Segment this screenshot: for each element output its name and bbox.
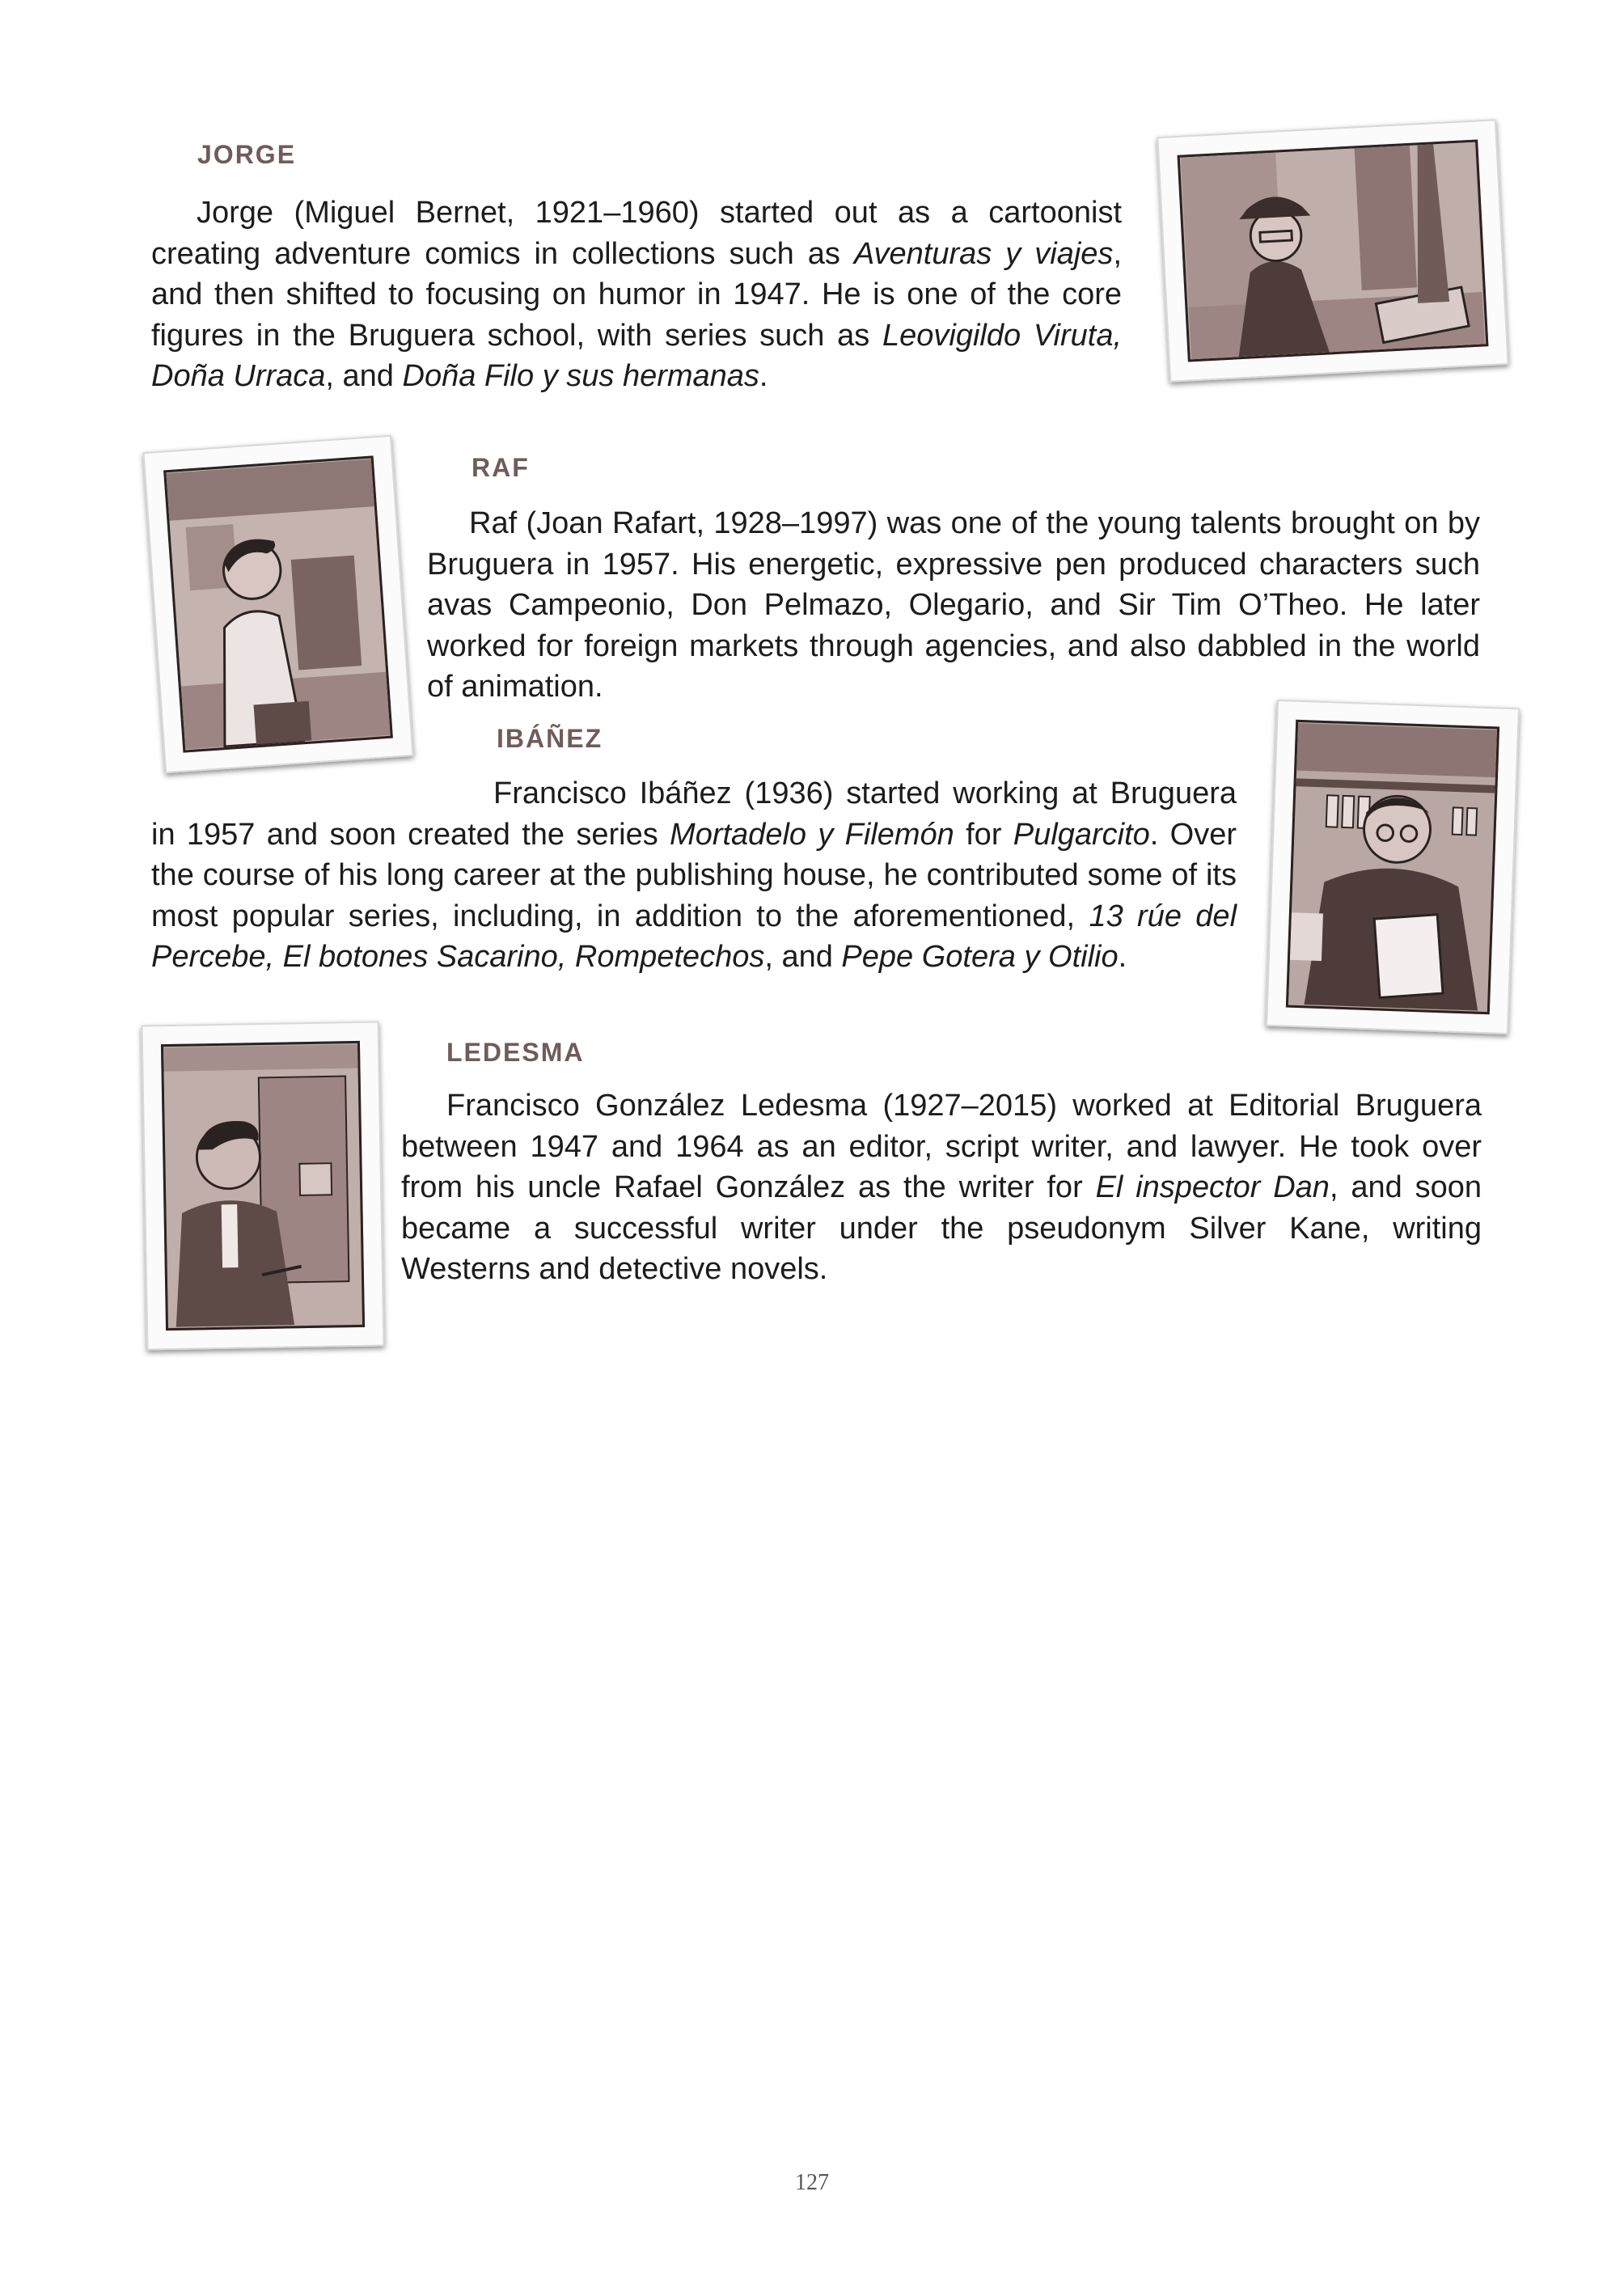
page-number: 127 bbox=[795, 2170, 829, 2195]
italic-title: Leovigildo Viruta, Doña Urraca bbox=[151, 318, 1123, 393]
illustration-ledesma bbox=[161, 1041, 365, 1331]
paragraph-jorge bbox=[151, 192, 1122, 397]
paragraph-ledesma bbox=[401, 1085, 1482, 1290]
text-run: , and soon became a successful writer under the pseudonym Silver Kane, writing Westerns and detective novels. bbox=[401, 1170, 1482, 1286]
italic-title: 13 rúe del Percebe, El botones Sacarino, Rompetechos bbox=[151, 899, 1237, 974]
heading-raf: RAF bbox=[472, 453, 530, 482]
text-run: , and then shifted to focusing on humor in 1947. He is one of the core figures in the Bruguera school, with series such as bbox=[151, 236, 1122, 353]
text-run: Francisco González Ledesma (1927–2015) worked at Editorial Bruguera between 1947 and 1964 as an editor, script writer, and lawyer. He took over from his uncle Rafael González as the writer for bbox=[401, 1089, 1482, 1204]
illustration-ibanez bbox=[1286, 720, 1499, 1015]
portrait-raf bbox=[142, 435, 413, 774]
text-run: Jorge (Miguel Bernet, 1921–1960) started out as a cartoonist creating adventure comics in collections such as bbox=[151, 196, 1122, 271]
illustration-raf bbox=[163, 455, 393, 752]
text-run: Raf (Joan Rafart, 1928–1997) was one of the young talents brought on by Bruguera in 1957. His energetic, expressive pen produced characters such avas Campeonio, Don Pelmazo, Olegario, and Sir Tim O’Theo. He later worked for foreign markets through agencies, and also dabbled in the world of animation. bbox=[427, 506, 1480, 704]
text-run: Francisco Ibáñez (1936) started working at Bruguera in 1957 and soon created the series bbox=[151, 776, 1237, 852]
portrait-ibanez bbox=[1266, 700, 1520, 1034]
paragraph-raf bbox=[427, 503, 1480, 708]
text-run: , and bbox=[325, 359, 403, 393]
heading-jorge: JORGE bbox=[197, 140, 297, 169]
italic-title: Mortadelo y Filemón bbox=[670, 817, 954, 852]
text-run: , and bbox=[764, 940, 842, 974]
italic-title: Pulgarcito bbox=[1013, 817, 1150, 852]
italic-title: Doña Filo y sus hermanas bbox=[402, 359, 759, 393]
italic-title: Pepe Gotera y Otilio bbox=[841, 940, 1119, 974]
portrait-ledesma bbox=[142, 1021, 385, 1350]
illustration-jorge bbox=[1178, 139, 1489, 362]
paragraph-ibanez bbox=[151, 773, 1237, 978]
portrait-jorge bbox=[1157, 119, 1508, 383]
italic-title: El inspector Dan bbox=[1095, 1170, 1330, 1204]
text-run: . bbox=[1118, 940, 1127, 974]
text-run: . bbox=[759, 359, 768, 393]
italic-title: Aventuras y viajes bbox=[853, 236, 1114, 271]
heading-ibanez: IBÁÑEZ bbox=[497, 724, 603, 753]
text-run: . Over the course of his long career at the publishing house, he contributed some of its most popular series, including, in addition to the aforementioned, bbox=[151, 817, 1237, 933]
heading-ledesma: LEDESMA bbox=[446, 1038, 585, 1067]
text-run: for bbox=[954, 817, 1013, 852]
